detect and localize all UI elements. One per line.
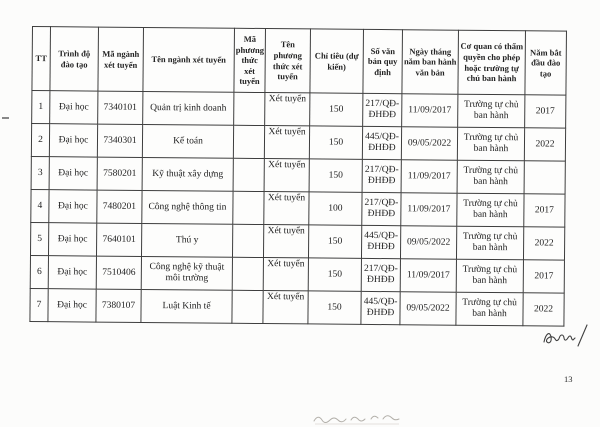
cell-authority: Trường tự chủ ban hành bbox=[456, 259, 523, 293]
cell-method-code bbox=[232, 257, 263, 290]
cell-quota: 150 bbox=[308, 291, 361, 324]
cell-tt: 7 bbox=[30, 288, 48, 321]
cell-tt: 4 bbox=[31, 189, 49, 222]
col-header-method-code: Mã phương thức xét tuyển bbox=[234, 28, 266, 92]
table-row bbox=[31, 189, 565, 227]
cell-tt: 5 bbox=[30, 222, 48, 255]
cell-authority: Trường tự chủ ban hành bbox=[458, 94, 525, 128]
cell-major-name: Kỹ thuật xây dựng bbox=[142, 157, 233, 191]
cell-degree: Đại học bbox=[48, 223, 96, 256]
cell-major-code: 7580201 bbox=[97, 157, 142, 190]
table-row bbox=[31, 156, 565, 194]
cell-major-name: Kế toán bbox=[142, 124, 233, 158]
cell-major-code: 7380107 bbox=[96, 289, 141, 322]
col-header-major-code: Mã ngành xét tuyển bbox=[98, 27, 144, 91]
col-header-document-no: Số văn bản quy định bbox=[363, 29, 403, 93]
cell-document-no: 217/QĐ-ĐHĐĐ bbox=[362, 159, 401, 192]
cell-document-no: 217/QĐ-ĐHĐĐ bbox=[361, 258, 400, 291]
cell-quota: 150 bbox=[309, 126, 362, 159]
cell-major-code: 7510406 bbox=[96, 256, 141, 289]
page-number: 13 bbox=[564, 374, 573, 384]
cell-major-name: Luật Kinh tế bbox=[141, 289, 232, 323]
table-row bbox=[30, 288, 564, 326]
admission-majors-table-wrap bbox=[29, 26, 567, 327]
cell-issue-date: 11/09/2017 bbox=[401, 193, 457, 226]
cell-major-name: Thú y bbox=[141, 223, 232, 257]
cell-method-name: Xét tuyển bbox=[264, 192, 309, 225]
cell-start-year: 2017 bbox=[523, 260, 564, 293]
cell-issue-date: 11/09/2017 bbox=[401, 160, 457, 193]
cell-document-no: 445/QĐ-ĐHĐĐ bbox=[361, 225, 400, 258]
cell-method-name: Xét tuyển bbox=[265, 93, 310, 126]
cell-start-year: 2022 bbox=[523, 293, 564, 326]
cell-method-code bbox=[232, 224, 263, 257]
cell-method-name: Xét tuyển bbox=[263, 258, 308, 291]
col-header-quota: Chỉ tiêu (dự kiến) bbox=[310, 29, 364, 93]
cell-method-code bbox=[233, 191, 264, 224]
cell-degree: Đại học bbox=[48, 289, 96, 322]
cell-tt: 6 bbox=[30, 255, 48, 288]
cell-issue-date: 11/09/2017 bbox=[402, 94, 458, 127]
cell-method-name: Xét tuyển bbox=[264, 126, 309, 159]
scan-edge-mark bbox=[2, 117, 9, 119]
cell-method-name: Xét tuyển bbox=[264, 159, 309, 192]
cell-tt: 3 bbox=[31, 156, 49, 189]
table-row bbox=[30, 255, 564, 293]
cell-major-name: Quản trị kinh doanh bbox=[143, 91, 234, 125]
cell-major-name: Công nghệ thông tin bbox=[142, 190, 233, 224]
cell-issue-date: 09/05/2022 bbox=[401, 127, 457, 160]
cell-major-name: Công nghệ kỹ thuật môi trường bbox=[141, 256, 232, 290]
col-header-major-name: Tên ngành xét tuyển bbox=[143, 27, 235, 92]
cell-document-no: 445/QĐ-ĐHĐĐ bbox=[361, 291, 400, 324]
cell-major-code: 7340301 bbox=[97, 124, 142, 157]
cell-start-year: 2017 bbox=[525, 95, 566, 128]
cell-degree: Đại học bbox=[49, 124, 97, 157]
cell-issue-date: 09/05/2022 bbox=[400, 292, 456, 325]
cell-method-code bbox=[232, 290, 263, 323]
table-row bbox=[31, 124, 565, 162]
cell-method-name: Xét tuyển bbox=[263, 291, 308, 324]
cell-major-code: 7640101 bbox=[96, 223, 141, 256]
table-header-row bbox=[32, 27, 567, 96]
cell-authority: Trường tự chủ ban hành bbox=[456, 292, 523, 326]
cell-quota: 150 bbox=[310, 93, 363, 126]
cell-method-code bbox=[234, 92, 265, 125]
cell-document-no: 217/QĐ-ĐHĐĐ bbox=[363, 93, 402, 126]
col-header-authority: Cơ quan có thẩm quyền cho phép hoặc trường tự chủ ban hành bbox=[458, 30, 526, 95]
col-header-degree: Trình độ đào tạo bbox=[50, 27, 99, 91]
cell-quota: 150 bbox=[309, 159, 362, 192]
cell-authority: Trường tự chủ ban hành bbox=[456, 226, 523, 260]
cell-degree: Đại học bbox=[48, 256, 96, 289]
cell-document-no: 445/QĐ-ĐHĐĐ bbox=[362, 126, 401, 159]
admission-majors-table bbox=[29, 26, 567, 327]
cell-degree: Đại học bbox=[49, 190, 97, 223]
cell-major-code: 7340101 bbox=[98, 91, 143, 124]
cell-quota: 100 bbox=[309, 192, 362, 225]
cell-quota: 150 bbox=[308, 225, 361, 258]
cell-quota: 150 bbox=[308, 258, 361, 291]
cell-document-no: 217/QĐ-ĐHĐĐ bbox=[362, 192, 401, 225]
col-header-issue-date: Ngày tháng năm ban hành văn bản bbox=[402, 30, 459, 94]
cell-start-year: 2017 bbox=[524, 194, 565, 227]
table-row bbox=[30, 222, 564, 260]
cell-authority: Trường tự chủ ban hành bbox=[457, 160, 524, 194]
col-header-tt: TT bbox=[32, 27, 51, 91]
footer-handwriting-scribble bbox=[312, 411, 402, 427]
cell-major-code: 7480201 bbox=[97, 190, 142, 223]
cell-start-year bbox=[524, 161, 565, 194]
cell-degree: Đại học bbox=[49, 157, 97, 190]
cell-method-code bbox=[233, 158, 264, 191]
col-header-method-name: Tên phương thức xét tuyển bbox=[265, 29, 311, 93]
cell-issue-date: 09/05/2022 bbox=[400, 226, 456, 259]
cell-authority: Trường tự chủ ban hành bbox=[457, 127, 524, 161]
cell-start-year: 2022 bbox=[523, 227, 564, 260]
cell-method-code bbox=[233, 125, 264, 158]
table-row bbox=[32, 91, 566, 129]
col-header-start-year: Năm bắt đầu đào tạo bbox=[525, 31, 567, 95]
cell-degree: Đại học bbox=[50, 91, 98, 124]
cell-tt: 2 bbox=[31, 124, 49, 157]
cell-authority: Trường tự chủ ban hành bbox=[457, 193, 524, 227]
cell-tt: 1 bbox=[32, 91, 50, 124]
cell-start-year: 2022 bbox=[524, 128, 565, 161]
signature-scribble bbox=[541, 321, 591, 351]
cell-issue-date: 11/09/2017 bbox=[400, 259, 456, 292]
cell-method-name: Xét tuyển bbox=[263, 225, 308, 258]
